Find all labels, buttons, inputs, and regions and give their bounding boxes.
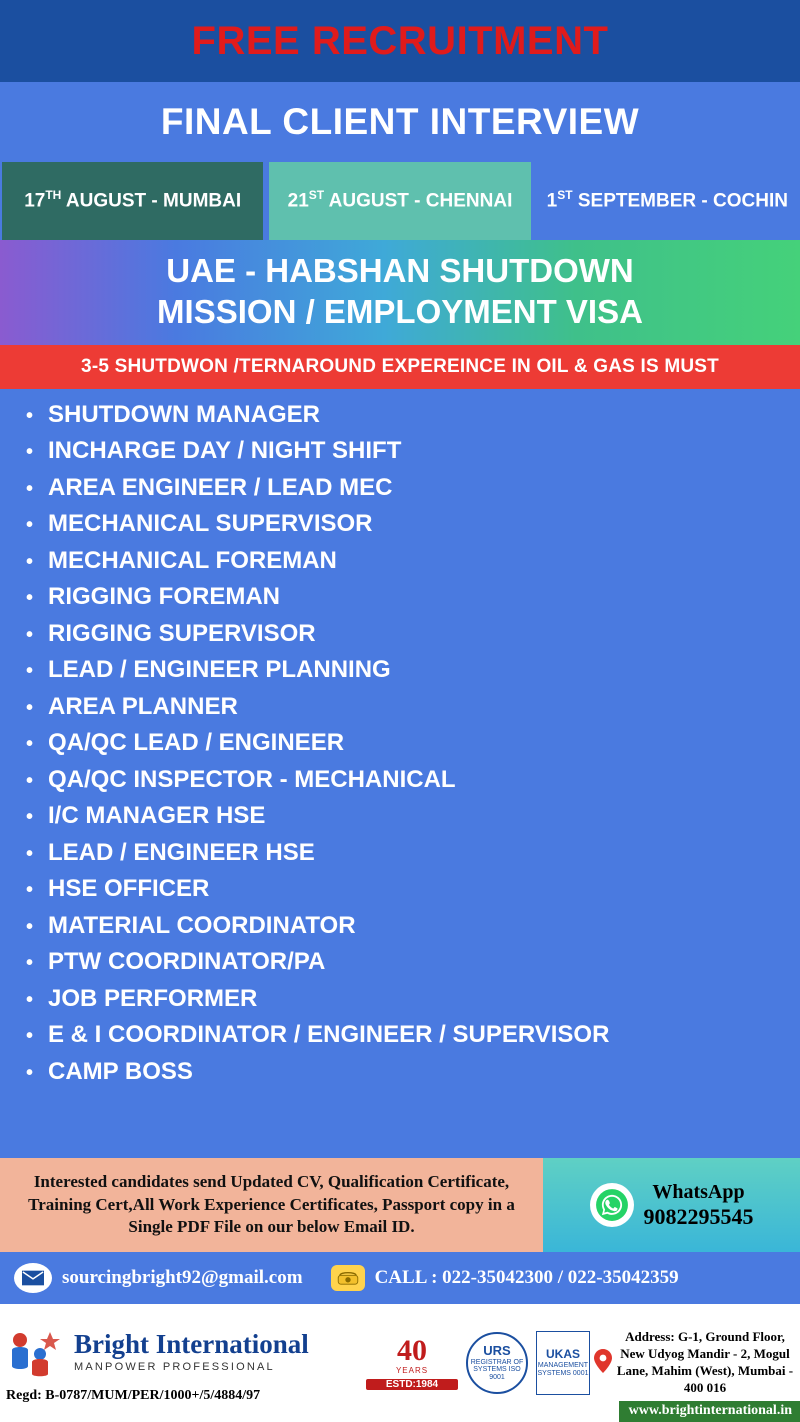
whatsapp-icon	[590, 1183, 634, 1227]
free-recruitment-banner	[0, 0, 800, 82]
list-item	[26, 984, 800, 1012]
whatsapp-label: WhatsApp	[652, 1180, 745, 1203]
date-sup-1: ST	[308, 188, 325, 203]
headline-line-1: UAE - HABSHAN SHUTDOWN	[166, 252, 634, 289]
date-day-2: 1	[546, 190, 558, 212]
date-day-1: 21	[287, 190, 309, 212]
bullet-icon: •	[26, 988, 34, 1011]
bullet-icon: •	[26, 1025, 34, 1047]
bullet-icon: •	[26, 842, 34, 865]
list-item	[26, 950, 800, 974]
certification-badges	[362, 1304, 594, 1422]
list-item	[26, 765, 800, 793]
bullet-icon: •	[26, 550, 34, 573]
experience-requirement-bar	[0, 345, 800, 389]
registration-number: Regd: B-0787/MUM/PER/1000+/5/4884/97	[6, 1388, 261, 1403]
job-title: MECHANICAL FOREMAN	[48, 546, 337, 574]
bullet-icon: •	[26, 477, 34, 500]
cv-instructions	[0, 1158, 543, 1252]
job-title: HSE OFFICER	[48, 875, 210, 902]
job-title: QA/QC LEAD / ENGINEER	[48, 729, 345, 756]
bullet-icon: •	[26, 660, 34, 682]
list-item	[26, 473, 800, 501]
company-name: Bright International	[74, 1329, 309, 1359]
email-icon	[14, 1263, 52, 1293]
cv-instructions-text: Interested candidates send Updated CV, Qualification Certificate, Training Cert,All Work Experience Certificates, Passport copy in a Single PDF File on our below Email ID.	[28, 1171, 515, 1237]
bullet-icon: •	[26, 587, 34, 609]
job-title: MECHANICAL SUPERVISOR	[48, 510, 373, 537]
job-title: SHUTDOWN MANAGER	[48, 400, 320, 428]
phone-icon	[331, 1265, 365, 1291]
job-title: LEAD / ENGINEER PLANNING	[48, 656, 391, 683]
website-url[interactable]: www.brightinternational.in	[619, 1401, 800, 1422]
bullet-icon: •	[26, 441, 34, 463]
whatsapp-block[interactable]	[543, 1158, 800, 1252]
company-brand-block	[0, 1304, 362, 1422]
list-item	[26, 731, 800, 755]
job-title: E & I COORDINATOR / ENGINEER / SUPERVISOR	[48, 1021, 610, 1048]
company-logo-icon	[6, 1324, 68, 1380]
ukas-certification-badge	[536, 1331, 590, 1395]
date-day-0: 17	[24, 190, 46, 212]
job-title: RIGGING FOREMAN	[48, 583, 280, 610]
list-item	[26, 692, 800, 720]
date-sup-0: TH	[45, 188, 62, 203]
anniversary-number: 40	[397, 1334, 427, 1367]
project-headline	[0, 240, 800, 345]
whatsapp-number: 9082295545	[643, 1203, 754, 1229]
list-item	[26, 546, 800, 574]
bullet-icon: •	[26, 806, 34, 828]
company-tagline: MANPOWER PROFESSIONAL	[74, 1361, 275, 1373]
job-title: PTW COORDINATOR/PA	[48, 948, 326, 975]
bullet-icon: •	[26, 879, 34, 901]
list-item	[26, 838, 800, 866]
job-title: RIGGING SUPERVISOR	[48, 619, 316, 647]
list-item	[26, 877, 800, 901]
date-rest-2: SEPTEMBER - COCHIN	[572, 190, 788, 212]
bullet-icon: •	[26, 623, 34, 646]
anniversary-estd: ESTD:1984	[366, 1379, 458, 1390]
email-address[interactable]: sourcingbright92@gmail.com	[62, 1267, 303, 1288]
cv-submission-strip	[0, 1158, 800, 1252]
list-item	[26, 585, 800, 609]
bullet-icon: •	[26, 952, 34, 974]
footer	[0, 1304, 800, 1422]
anniversary-years: YEARS	[395, 1366, 429, 1375]
interview-dates-row	[0, 162, 800, 240]
job-title: MATERIAL COORDINATOR	[48, 911, 356, 939]
job-title: QA/QC INSPECTOR - MECHANICAL	[48, 765, 456, 793]
anniversary-badge	[366, 1327, 458, 1399]
free-recruitment-text: FREE RECRUITMENT	[191, 18, 609, 63]
contact-strip	[0, 1252, 800, 1304]
ukas-sublabel: MANAGEMENT SYSTEMS 0001	[537, 1361, 589, 1377]
list-item	[26, 658, 800, 682]
date-rest-1: AUGUST - CHENNAI	[324, 190, 513, 212]
job-title: INCHARGE DAY / NIGHT SHIFT	[48, 437, 402, 464]
date-sup-2: ST	[557, 188, 573, 203]
list-item	[26, 512, 800, 536]
urs-label: URS	[483, 1343, 511, 1359]
experience-requirement-text: 3-5 SHUTDWON /TERNAROUND EXPEREINCE IN OIL & GAS IS MUST	[81, 355, 719, 377]
list-item	[26, 439, 800, 463]
list-item	[26, 804, 800, 828]
bullet-icon: •	[26, 769, 34, 792]
bullet-icon: •	[26, 696, 34, 719]
list-item	[26, 1057, 800, 1085]
date-rest-0: AUGUST - MUMBAI	[61, 190, 242, 212]
bullet-icon: •	[26, 1061, 34, 1084]
job-title: JOB PERFORMER	[48, 984, 258, 1012]
page-title: FINAL CLIENT INTERVIEW	[160, 101, 640, 142]
bullet-icon: •	[26, 915, 34, 938]
job-title: AREA ENGINEER / LEAD MEC	[48, 473, 393, 501]
list-item	[26, 1023, 800, 1047]
list-item	[26, 911, 800, 939]
urs-certification-badge	[466, 1332, 528, 1394]
brand-names	[74, 1331, 309, 1373]
bullet-icon: •	[26, 733, 34, 755]
interview-date-mumbai	[2, 162, 263, 240]
call-numbers[interactable]: CALL : 022-35042300 / 022-35042359	[374, 1267, 679, 1288]
interview-date-cochin	[537, 162, 798, 240]
whatsapp-text	[644, 1180, 754, 1230]
job-title: CAMP BOSS	[48, 1057, 193, 1085]
company-address: Address: G-1, Ground Floor, New Udyog Mandir - 2, Mogul Lane, Mahim (West), Mumbai - 400 016	[616, 1329, 794, 1395]
brand-row	[6, 1324, 358, 1380]
headline-line-2: MISSION / EMPLOYMENT VISA	[157, 293, 643, 331]
list-item	[26, 400, 800, 428]
poster-title-band	[0, 82, 800, 162]
job-title: AREA PLANNER	[48, 692, 238, 720]
list-item	[26, 619, 800, 647]
job-title: I/C MANAGER HSE	[48, 802, 266, 829]
ukas-label: UKAS	[545, 1347, 580, 1362]
location-pin-icon	[594, 1349, 612, 1378]
bullet-icon: •	[26, 404, 34, 427]
interview-date-chennai	[269, 162, 530, 240]
job-title: LEAD / ENGINEER HSE	[48, 838, 315, 866]
job-positions-list	[0, 389, 800, 1159]
urs-sublabel: REGISTRAR OF SYSTEMS ISO 9001	[470, 1358, 524, 1381]
bullet-icon: •	[26, 514, 34, 536]
